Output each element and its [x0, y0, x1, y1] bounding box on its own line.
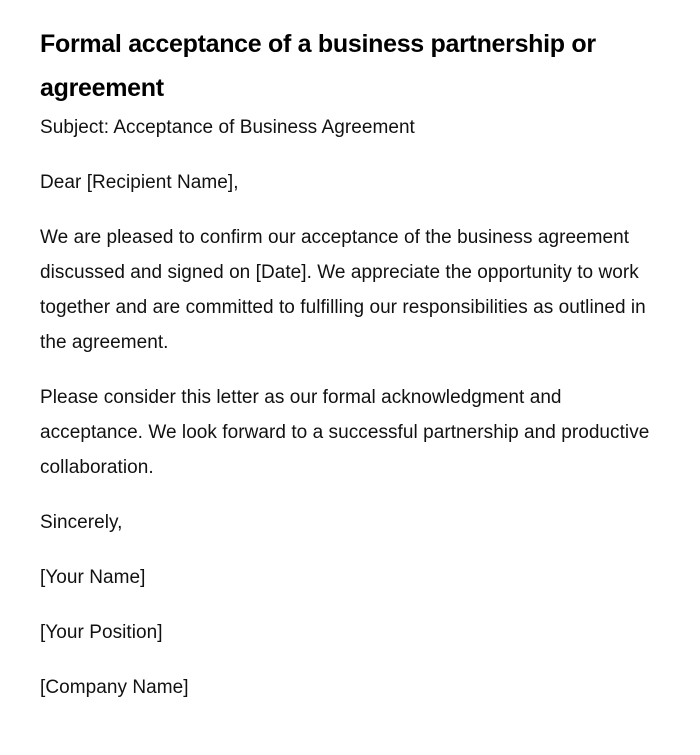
body-paragraph-2: Please consider this letter as our formal acknowledgment and acceptance. We look forward to a successful partnership and productive collaboration.	[40, 387, 650, 478]
salutation: Dear [Recipient Name],	[40, 172, 239, 193]
closing: Sincerely,	[40, 512, 123, 533]
signature-position: [Your Position]	[40, 622, 163, 643]
document-title: Formal acceptance of a business partnership or agreement	[40, 30, 596, 102]
signature-company: [Company Name]	[40, 677, 189, 698]
body-paragraph-1: We are pleased to confirm our acceptance of the business agreement discussed and signed on [Date]. We appreciate the opportunity to work together and are committed to fulfilling our responsibilities as outlined in the agreement.	[40, 227, 646, 353]
subject-line: Subject: Acceptance of Business Agreement	[40, 117, 415, 138]
signature-name: [Your Name]	[40, 567, 146, 588]
